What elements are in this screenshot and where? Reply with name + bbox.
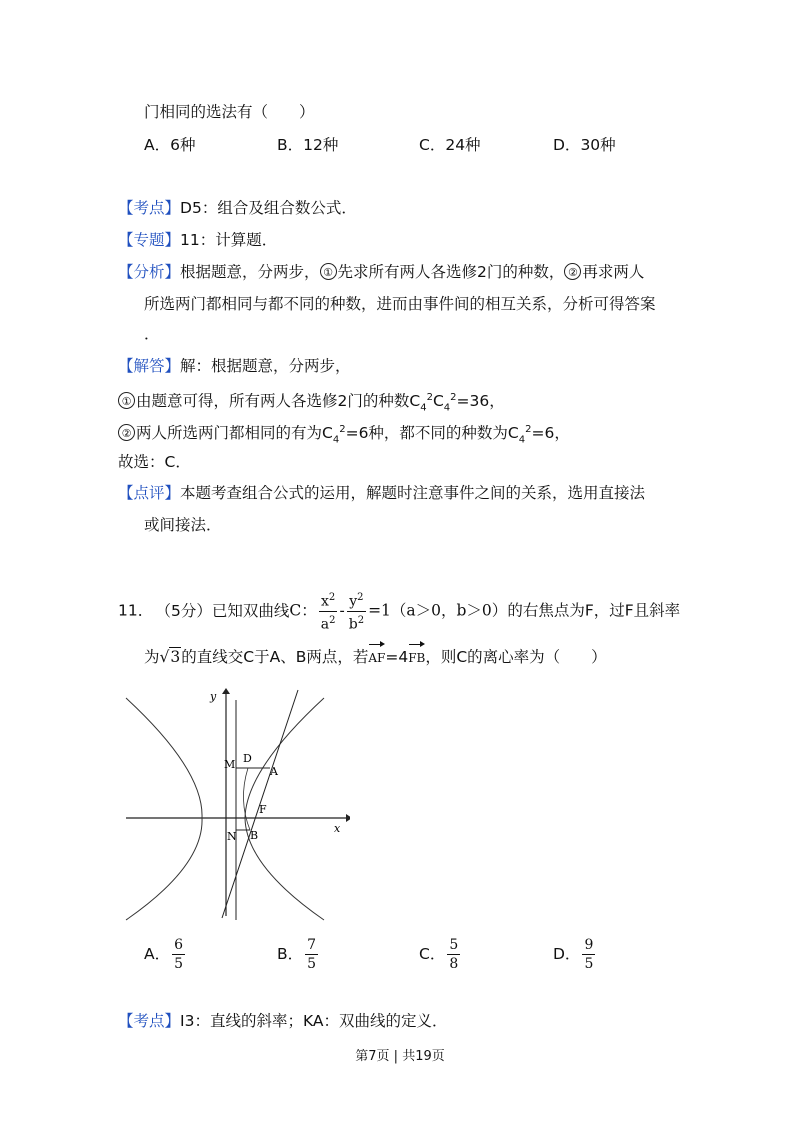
q10-zhuanti — [118, 229, 277, 251]
page-footer — [0, 1047, 800, 1067]
vector-fb: FB — [408, 646, 425, 670]
option-fraction — [305, 936, 318, 973]
option-text: 6种 — [170, 136, 196, 154]
q10-dianping-line2: 或间接法． — [144, 516, 222, 534]
step-text: =36， — [456, 392, 505, 411]
superscript: 2 — [525, 424, 532, 435]
numerator: 9 — [584, 937, 594, 953]
circled-two: ② — [564, 263, 581, 280]
exponent: 2 — [357, 614, 365, 626]
frac-var: y — [349, 593, 358, 610]
step-text: 两人所选两门都相同的有为C — [136, 424, 333, 443]
q11-option-a — [144, 936, 187, 973]
subscript: 4 — [332, 434, 340, 446]
option-label: A． — [144, 136, 171, 154]
kaodian-text: D5：组合及组合数公式． — [180, 199, 357, 217]
option-text: 12种 — [303, 136, 339, 154]
sqrt-3: √3 — [159, 648, 181, 666]
q11-option-d — [553, 936, 597, 973]
q10-fenxi-line1 — [118, 261, 644, 283]
stem-text: （5分）已知双曲线 — [163, 601, 290, 620]
option-fraction — [582, 936, 595, 973]
jieda-text: 解：根据题意，分两步， — [180, 357, 351, 375]
q10-dianping — [118, 482, 645, 504]
superscript: 2 — [450, 392, 457, 403]
dianping-tag: 【点评】 — [118, 484, 181, 502]
q11-kaodian — [118, 1010, 447, 1032]
denominator: 8 — [449, 956, 459, 972]
stem-text: ，则C的离心率为（ ） — [425, 648, 607, 666]
step-text: C — [432, 392, 444, 411]
kaodian-tag: 【考点】 — [118, 199, 181, 217]
frac-var: b — [348, 616, 358, 633]
frac-var: x — [320, 593, 329, 610]
left-branch — [126, 698, 202, 920]
numerator: 6 — [174, 937, 184, 953]
option-label: B． — [277, 136, 304, 154]
circled-two: ② — [118, 424, 135, 441]
option-fraction — [447, 936, 460, 973]
option-label: D． — [553, 945, 581, 963]
option-label: A． — [144, 945, 171, 963]
exponent: 2 — [357, 592, 364, 603]
step-text: =6， — [531, 424, 570, 443]
subscript: 4 — [443, 402, 451, 414]
circled-one: ① — [118, 392, 135, 409]
kaodian-text: I3：直线的斜率；KA：双曲线的定义． — [180, 1012, 448, 1030]
dianping-text: 本题考查组合公式的运用，解题时注意事件之间的关系，选用直接法 — [180, 484, 646, 502]
option-label: D． — [553, 136, 581, 154]
hyperbola-figure — [118, 686, 350, 922]
q10-step2 — [118, 419, 570, 451]
q11-option-b — [277, 936, 320, 973]
circled-one: ① — [320, 263, 337, 280]
question-number: 11． — [118, 601, 154, 620]
label-d: D — [243, 752, 252, 765]
frac-var: a — [320, 616, 330, 633]
superscript: 2 — [339, 424, 346, 435]
subscript: 4 — [518, 434, 526, 446]
numerator: 5 — [449, 937, 459, 953]
label-n: N — [227, 830, 237, 843]
zhuanti-text: 11：计算题． — [180, 231, 278, 249]
denominator: 5 — [307, 956, 317, 972]
option-label: C． — [419, 945, 446, 963]
vector-af: AF — [368, 646, 385, 670]
stem-text: =4 — [385, 648, 409, 666]
q10-kaodian — [118, 197, 357, 219]
stem-text: 的右焦点为F，过F且斜率 — [507, 601, 681, 620]
q10-fenxi-line3: ． — [144, 325, 160, 343]
stem-text: 的直线交C于A、B两点，若 — [181, 648, 369, 666]
q10-option-d — [553, 134, 616, 156]
fenxi-text: 根据题意，分两步， — [180, 263, 320, 281]
option-fraction — [172, 936, 185, 973]
stem-text: 为 — [144, 648, 160, 666]
y-axis-arrow — [222, 688, 230, 694]
option-text: 24种 — [445, 136, 481, 154]
equation-rest: =1（a＞0，b＞0） — [368, 601, 508, 620]
label-y: y — [210, 690, 217, 703]
q11-stem-line1 — [118, 589, 680, 633]
label-b: B — [250, 829, 259, 842]
jieda-tag: 【解答】 — [118, 357, 181, 375]
total-pages: 共19页 — [402, 1049, 445, 1064]
fenxi-tag: 【分析】 — [118, 263, 181, 281]
fraction-y2-b2 — [347, 589, 366, 633]
label-x: x — [334, 822, 341, 835]
q10-stem-tail: 门相同的选法有（ ） — [144, 103, 315, 121]
q10-option-a — [144, 134, 195, 156]
exponent: 2 — [329, 614, 336, 626]
minus-sign: - — [339, 601, 345, 620]
q10-answer: 故选：C． — [118, 453, 191, 471]
fenxi-text: 先求所有两人各选修2门的种数， — [337, 263, 565, 281]
q11-option-c — [419, 936, 462, 973]
exponent: 2 — [328, 592, 336, 603]
label-f: F — [259, 803, 267, 816]
option-label: C． — [419, 136, 446, 154]
denominator: 5 — [584, 956, 594, 972]
fenxi-text: 再求两人 — [582, 263, 645, 281]
page-number: 第7页 — [355, 1049, 390, 1064]
label-a: A — [270, 765, 278, 778]
numerator: 7 — [307, 937, 317, 953]
radicand: 3 — [170, 648, 181, 666]
step-text: =6种，都不同的种数为C — [345, 424, 519, 443]
zhuanti-tag: 【专题】 — [118, 231, 181, 249]
q10-step1 — [118, 387, 505, 419]
superscript: 2 — [426, 392, 433, 403]
denominator: 5 — [174, 956, 184, 972]
option-text: 30种 — [580, 136, 616, 154]
fraction-x2-a2 — [319, 589, 338, 633]
arc — [243, 768, 250, 830]
subscript: 4 — [420, 402, 427, 414]
x-axis-arrow — [346, 814, 350, 822]
footer-separator: | — [389, 1049, 403, 1064]
step-text: 由题意可得，所有两人各选修2门的种数C — [136, 392, 421, 411]
q10-jieda — [118, 355, 351, 377]
option-label: B． — [277, 945, 304, 963]
q10-option-b — [277, 134, 338, 156]
label-m: M — [224, 758, 236, 771]
q11-stem-line2 — [144, 645, 607, 670]
kaodian-tag: 【考点】 — [118, 1012, 181, 1030]
q10-fenxi-line2: 所选两门都相同与都不同的种数，进而由事件间的相互关系，分析可得答案 — [144, 295, 656, 313]
curve-name: C： — [289, 601, 317, 620]
q10-option-c — [419, 134, 481, 156]
